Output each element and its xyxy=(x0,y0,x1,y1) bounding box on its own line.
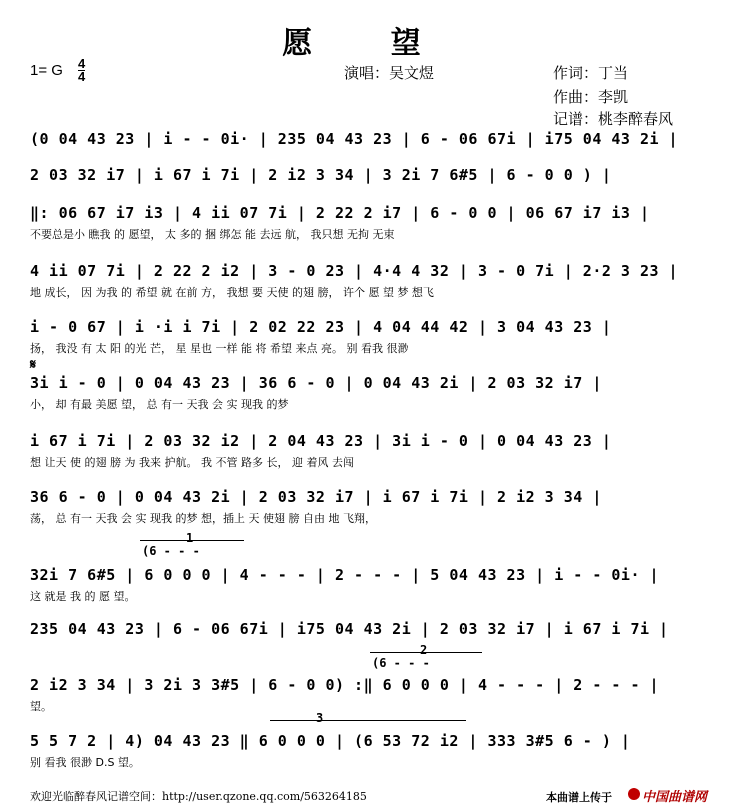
lyrics-line-4: 地 成长， 因 为我 的 希望 就 在前 方， 我想 要 天使 的翅 膀， 许个 愿 望 梦 想飞 xyxy=(30,286,434,299)
notes-line-1: (0 04 43 23 | i - - 0i· | 235 04 43 23 | 6 - 06 67i | i75 04 43 2i | xyxy=(30,130,679,148)
time-signature xyxy=(78,58,85,83)
lyrics-line-12: 别 看我 很渺 D.S 望。 xyxy=(30,756,140,769)
logo-text: 中国曲谱网 xyxy=(642,789,708,804)
site-logo xyxy=(628,786,728,804)
lyrics-line-6: 小， 却 有最 美愿 望， 总 有一 天我 会 实 现我 的梦 xyxy=(30,398,289,411)
notes-line-3: ‖: 06 67 i7 i3 | 4 ii 07 7i | 2 22 2 i7 | 6 - 0 0 | 06 67 i7 i3 | xyxy=(30,204,650,222)
singer-credit: 演唱：吴文煜 xyxy=(344,64,435,82)
time-sig-bottom: 4 xyxy=(78,69,86,84)
logo-mark-icon xyxy=(628,788,640,800)
volta-2-number: 2 xyxy=(420,643,428,657)
upload-credit: 本曲谱上传于 xyxy=(546,792,612,804)
composer-credit: 作曲：李凯 xyxy=(553,88,629,106)
notes-line-6: 3i i - 0 | 0 04 43 23 | 36 6 - 0 | 0 04 43 2i | 2 03 32 i7 | xyxy=(30,374,602,392)
page-title: 愿 望 xyxy=(282,26,455,61)
lyrics-line-3: 不要总是小 瞧我 的 愿望， 太 多的 捆 绑怎 能 去远 航， 我只想 无拘 无束 xyxy=(30,228,395,241)
volta-1-number: 1 xyxy=(186,531,194,545)
lyrics-line-7: 想 让天 使 的翅 膀 为 我来 护航。 我 不管 路多 长， 迎 着风 去闯 xyxy=(30,456,354,469)
notes-line-10: 235 04 43 23 | 6 - 06 67i | i75 04 43 2i | 2 03 32 i7 | i 67 i 7i | xyxy=(30,620,669,638)
notes-line-5: i - 0 67 | i ·i i 7i | 2 02 22 23 | 4 04 44 42 | 3 04 43 23 | xyxy=(30,318,612,336)
notes-line-4: 4 ii 07 7i | 2 22 2 i2 | 3 - 0 23 | 4·4 4 32 | 3 - 0 7i | 2·2 3 23 | xyxy=(30,262,679,280)
volta-3-number: 3 xyxy=(316,711,324,725)
notes-line-12: 5 5 7 2 | 4) 04 43 23 ‖ 6 0 0 0 | (6 53 72 i2 | 333 3#5 6 - ) | xyxy=(30,732,631,750)
notes-line-8: 36 6 - 0 | 0 04 43 2i | 2 03 32 i7 | i 67 i 7i | 2 i2 3 34 | xyxy=(30,488,602,506)
notes-line-7: i 67 i 7i | 2 03 32 i2 | 2 04 43 23 | 3i i - 0 | 0 04 43 23 | xyxy=(30,432,612,450)
volta-1-notes: (6 - - - xyxy=(142,544,200,558)
notes-line-9: 32i 7 6#5 | 6 0 0 0 | 4 - - - | 2 - - - | 5 04 43 23 | i - - 0i· | xyxy=(30,566,660,584)
transcriber-credit: 记谱：桃李醉春风 xyxy=(553,110,674,128)
volta-2-notes: (6 - - - xyxy=(372,656,430,670)
time-sig-top: 4 xyxy=(78,56,86,71)
key-signature: 1= G xyxy=(30,62,63,79)
lyrics-line-5: 扬， 我没 有 太 阳 的光 芒， 星 星也 一样 能 将 希望 来点 亮。 别 看我 很渺 xyxy=(30,342,409,355)
volta-3-bracket xyxy=(270,720,466,721)
lyrics-line-9: 这 就是 我 的 愿 望。 xyxy=(30,590,136,603)
lyrics-line-11: 望。 xyxy=(30,700,52,713)
segno-mark: 𝄋 xyxy=(30,356,37,372)
footer-link-text: 欢迎光临醉春风记谱空间：http://user.qzone.qq.com/563264185 xyxy=(30,790,367,803)
lyrics-line-8: 荡， 总 有一 天我 会 实 现我 的梦 想，插上 天 使翅 膀 自由 地 飞翔， xyxy=(30,512,376,525)
notes-line-11: 2 i2 3 34 | 3 2i 3 3#5 | 6 - 0 0) :‖ 6 0 0 0 | 4 - - - | 2 - - - | xyxy=(30,676,660,694)
lyricist-credit: 作词：丁当 xyxy=(553,64,629,82)
notes-line-2: 2 03 32 i7 | i 67 i 7i | 2 i2 3 34 | 3 2i 7 6#5 | 6 - 0 0 ) | xyxy=(30,166,612,184)
